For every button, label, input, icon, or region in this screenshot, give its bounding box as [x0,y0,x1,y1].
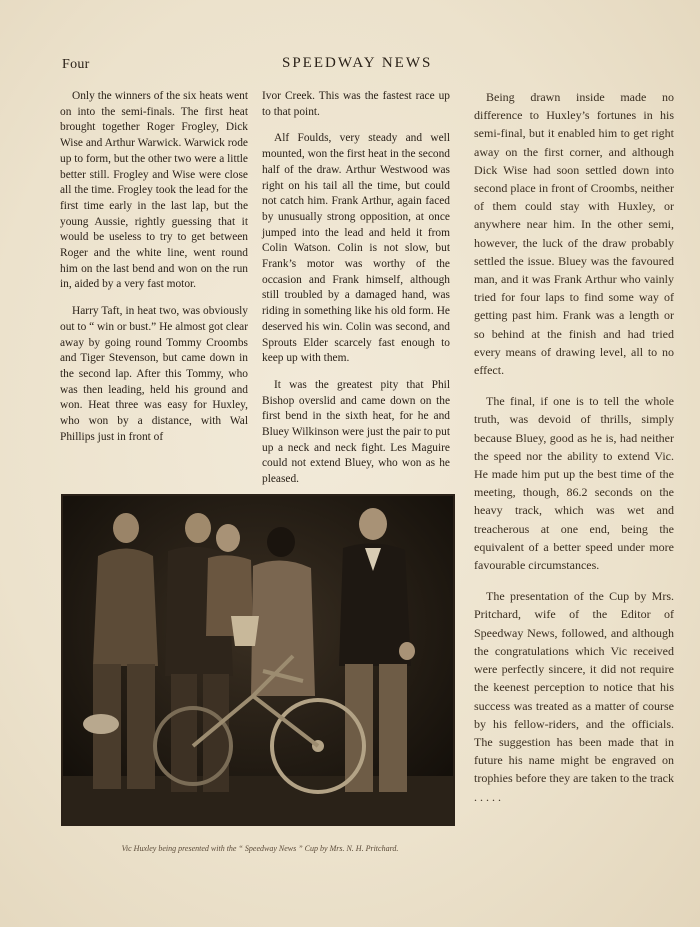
paragraph: The presentation of the Cup by Mrs. Pritchard, wife of the Editor of Speedway News, followed, and although the congratulations which Vic received were perfectly sincere, it did not require the keenest perception to notice that his success was treated as a matter of course by his fellow-riders, and the officials. The suggestion has been made that in future his name might be engraved on trophies before they are taken to the track . . . . . [474,589,674,804]
paragraph: Alf Foulds, very steady and well mounted, won the first heat in the second half of the draw. Arthur Westwood was right on his tail all the time, but could not catch him. Frank Arthur, again faced by unusually strong opposition, at once jumped into the lead and held it from Colin Watson. Colin is not slow, but Frank’s motor was worthy of the occasion and Frank himself, although still troubled by a damaged hand, was riding in something like his old form. He deserved his win. Colin was second, and Sprouts Elder scarcely fast enough to keep up with them. [262,132,450,365]
paragraph: Only the winners of the six heats went on into the semi-finals. The first heat brought together Roger Frogley, Dick Wise and Arthur Warwick. Warwick rode up to form, but the other two were a little better still. Frogley and Wise were close all the time. Frogley took the lead for the first time early in the last lap, but the young Aussie, rightly guessing that it would be useless to try to get between Roger and the white line, went round him on the last bend and won on the run in, aided by a very fast motor. [60,90,248,291]
photo-illustration [63,496,453,824]
paragraph: It was the greatest pity that Phil Bishop overslid and came down on the first bend in the sixth heat, for he and Bluey Wilkinson were just the pair to put up a neck and neck fight. Les Maguire could not extend Bluey, who won as he pleased. [262,378,450,486]
photo-caption: Vic Huxley being presented with the “ Speedway News ” Cup by Mrs. N. H. Pritchard. [121,844,399,853]
cup [231,616,259,646]
paragraph: Ivor Creek. This was the fastest race up to that point. [262,90,450,118]
running-head: SPEEDWAY NEWS [282,55,433,71]
page-number: Four [62,57,90,72]
article-column-2 [262,89,450,499]
presentation-photo [61,494,455,826]
paragraph: Harry Taft, in heat two, was obviously out to “ win or bust.” He almost got clear away by going round Tommy Croombs and Tiger Stevenson, but came down in the second lap. After this Tommy, who was then leading, held his ground and won. Heat three was easy for Huxley, who won by a distance, with Wal Phillips just in front of [60,305,248,443]
article-column-3 [474,88,674,819]
article-column-1 [60,89,248,456]
paragraph: The final, if one is to tell the whole truth, was devoid of thrills, simply because Bluey, good as he is, had neither the speed nor the ability to extend Vic. He made him put up the best time of the meeting, though, 86.2 seconds on the heavy track, which was wet and treacherous at one end, being the equivalent of a better speed under more favourable circumstances. [474,394,674,573]
paragraph: Being drawn inside made no difference to Huxley’s fortunes in his semi-final, but it enabled him to get right away on the first corner, and although Dick Wise had soon settled down into second place in front of Croombs, neither of them could stay with Huxley, or anywhere near him. In the other semi, however, the luck of the draw probably settled the issue. Bluey was the favoured man, and it was Frank Arthur who vainly tried for four laps to find some way of getting past him. Frank was a length or so behind at the finish and had tried every means of drawing level, all to no effect. [474,90,674,378]
